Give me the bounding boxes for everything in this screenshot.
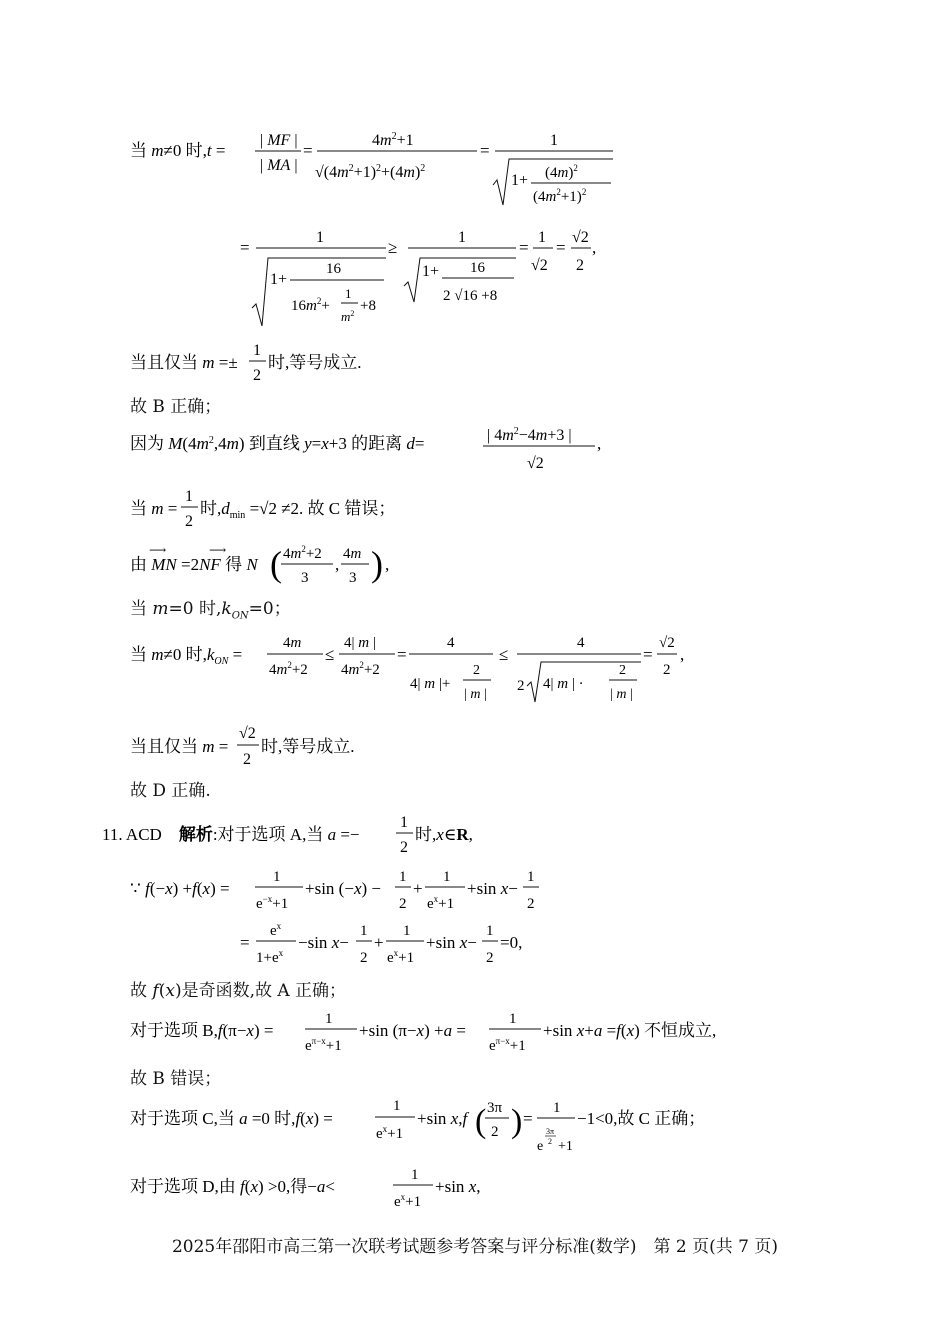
svg-text:2: 2: [517, 678, 525, 694]
svg-text:| MA |: | MA |: [260, 157, 298, 174]
svg-text:3: 3: [349, 570, 357, 586]
svg-text:eπ−x+1: $e^{\pi-x}+1$: [489, 1036, 526, 1054]
svg-text:=: =: [523, 1109, 533, 1128]
svg-text:e−x+1: $e^{-x}+1$: [256, 894, 289, 912]
svg-text:2: 2: [185, 513, 193, 530]
svg-text:+sin x,: +sin x,: [435, 1177, 481, 1196]
svg-text:=: =: [643, 645, 653, 664]
svg-text:1: 1: [527, 869, 535, 885]
svg-text:−sin x−: −sin x−: [298, 933, 349, 952]
svg-text:(4m2+1)2: $(4m^2+1)^2$: [533, 187, 587, 205]
distance-formula: [125, 420, 625, 478]
svg-text:+: +: [374, 933, 384, 952]
svg-text:2: 2: [360, 950, 368, 966]
svg-text:2 √16 +8: 2 √16 +8: [443, 288, 498, 304]
svg-text:ex+1: $e^x+1$: [394, 1192, 422, 1210]
svg-text:时,等号成立.: 时,等号成立.: [261, 737, 355, 756]
svg-text:1: 1: [553, 1100, 561, 1116]
svg-text:∵ f(−x) +f(x) =: ∵ f(−x) +f(x) =: [130, 879, 230, 898]
svg-text:1: 1: [400, 814, 408, 831]
svg-text:(: (: [475, 1103, 487, 1140]
svg-text:≥: ≥: [388, 238, 398, 257]
svg-text:+sin (π−x) +a =: +sin (π−x) +a =: [359, 1021, 466, 1040]
svg-text:16: 16: [326, 261, 341, 277]
svg-text:1: 1: [509, 1011, 517, 1027]
svg-text:4m2+2: $4m^2+2$: [269, 660, 308, 678]
svg-text:=: =: [240, 933, 250, 952]
svg-text:2: 2: [400, 839, 408, 856]
svg-text:,: ,: [385, 555, 390, 574]
svg-text:| m |: | m |: [464, 687, 487, 702]
svg-text:=: =: [397, 645, 407, 664]
svg-text:+sin x−: +sin x−: [426, 933, 477, 952]
svg-text:(4m)2: $(4m)^2$: [545, 163, 578, 181]
svg-text:2: 2: [243, 751, 251, 768]
svg-text:因为 M(4m2,4m) 到直线 y=x+3 的距离 d=: 因为 $M(4m^2,4m)$ 到直线 y=x+3 的距离 d=: [130, 434, 425, 453]
svg-text:16m2+: $16m^2+$: [291, 296, 330, 314]
svg-text:): ): [511, 1103, 523, 1140]
q11-header: [100, 812, 520, 864]
svg-text:,: ,: [680, 645, 685, 664]
svg-text:=: =: [303, 141, 313, 160]
svg-text:2: 2: [399, 896, 407, 912]
svg-text:2: 2: [473, 663, 480, 678]
svg-text:1: 1: [443, 869, 451, 885]
equality-condition-1: [125, 340, 425, 390]
svg-text:4| m |: 4| m |: [344, 635, 376, 651]
svg-text:4m2+2: $4m^2+2$: [283, 544, 322, 562]
svg-text:1: 1: [393, 1098, 401, 1114]
page-footer: 2025年邵阳市高三第一次联考试题参考答案与评分标准(数学) 第 2 页(共 7 页): [171, 1237, 779, 1257]
svg-text:2: 2: [253, 367, 261, 384]
svg-text:m2: $m^2$: [341, 309, 355, 324]
svg-text:2: 2: [548, 1137, 552, 1146]
svg-text:当 m =: 当 m =: [130, 499, 178, 518]
svg-text:=: =: [519, 238, 529, 257]
svg-text:| m |: | m |: [610, 687, 633, 702]
kon-inequality: [125, 630, 705, 710]
option-b-line: [125, 1008, 765, 1060]
svg-text:+sin x,f: +sin x,f: [417, 1109, 468, 1128]
svg-text:4| m | ·: 4| m | ·: [543, 676, 584, 692]
svg-text:2: 2: [576, 257, 584, 274]
svg-text:当 m≠0 时,t =: 当 m≠0 时,t =: [130, 141, 226, 160]
svg-text:1: 1: [360, 923, 368, 939]
svg-text:√2: √2: [527, 455, 544, 472]
svg-text:1: 1: [345, 286, 352, 301]
svg-text:(: (: [270, 544, 282, 584]
svg-text:+sin (−x) −: +sin (−x) −: [305, 879, 381, 898]
svg-text:1: 1: [325, 1011, 333, 1027]
svg-text:4: 4: [577, 635, 585, 651]
svg-text:4: 4: [447, 635, 455, 651]
svg-text:1+: 1+: [511, 172, 529, 189]
svg-text:ex+1: $e^x+1$: [376, 1124, 404, 1142]
svg-text:2: 2: [491, 1124, 499, 1140]
svg-text:eπ−x+1: $e^{\pi-x}+1$: [305, 1036, 342, 1054]
svg-text:2: 2: [486, 950, 494, 966]
svg-text:): ): [371, 544, 383, 584]
svg-text:⟶: ⟶: [209, 543, 227, 557]
svg-text:ex: $e^x$: [270, 921, 282, 939]
svg-text:ex+1: $e^x+1$: [387, 948, 415, 966]
svg-text:1: 1: [458, 229, 466, 246]
conclusion-a-correct: 故 f(x)是奇函数,故 A 正确；: [130, 981, 347, 1001]
svg-text:1+: 1+: [422, 263, 440, 280]
svg-text:由 MN =2NF 得 N: 由 MN =2NF 得 N: [130, 555, 258, 574]
point-n-formula: [125, 540, 465, 590]
svg-text:2: 2: [619, 663, 626, 678]
svg-text:ex+1: $e^x+1$: [427, 894, 455, 912]
svg-text:=0,: =0,: [500, 933, 523, 952]
svg-text:≤: ≤: [325, 645, 335, 664]
svg-text:+8: +8: [360, 298, 376, 314]
svg-text:时,等号成立.: 时,等号成立.: [268, 353, 362, 372]
svg-text:1+ex: $1+e^x$: [256, 948, 284, 966]
svg-text:+1: +1: [558, 1139, 573, 1154]
svg-text:4m2+2: $4m^2+2$: [341, 660, 380, 678]
svg-text:3π: 3π: [546, 1127, 555, 1136]
svg-text:+: +: [413, 879, 423, 898]
conclusion-b-correct: 故 B 正确；: [130, 397, 222, 417]
svg-text:1: 1: [411, 1167, 419, 1183]
svg-text:| 4m2−4m+3 |: | $4m^2-4m+3$ |: [487, 426, 572, 444]
svg-text:=: =: [556, 238, 566, 257]
svg-text:,: ,: [335, 555, 340, 574]
equality-condition-2: [125, 720, 425, 772]
svg-text:√2: √2: [659, 635, 675, 651]
svg-text:√2: √2: [239, 725, 256, 742]
dmin-line: [125, 486, 465, 536]
svg-text:2: 2: [527, 896, 535, 912]
svg-text:对于选项 D,由 f(x) >0,得−a<: 对于选项 D,由 f(x) >0,得−a<: [130, 1177, 335, 1196]
svg-text:16: 16: [470, 260, 485, 276]
conclusion-b-wrong: 故 B 错误；: [130, 1069, 222, 1089]
svg-text:≤: ≤: [499, 645, 509, 664]
svg-text:1: 1: [185, 488, 193, 505]
svg-text:时,x∈R,: 时,x∈R,: [415, 825, 473, 844]
svg-text:4| m |+: 4| m |+: [410, 676, 451, 692]
svg-text:对于选项 C,当 a =0 时,f(x) =: 对于选项 C,当 a =0 时,f(x) =: [130, 1109, 333, 1128]
svg-text:11. ACD 解析:对于选项 A,当 a =−: 11. ACD 解析:对于选项 A,当 a =−: [102, 825, 360, 844]
svg-text:,: ,: [597, 434, 602, 453]
svg-text:+sin x+a =f(x) 不恒成立,: +sin x+a =f(x) 不恒成立,: [543, 1021, 717, 1040]
svg-text:当且仅当 m =: 当且仅当 m =: [130, 737, 229, 756]
svg-text:3: 3: [301, 570, 309, 586]
svg-text:1: 1: [273, 869, 281, 885]
svg-text:4m: 4m: [283, 635, 302, 651]
svg-text:3π: 3π: [487, 1100, 503, 1116]
option-d-line: [125, 1164, 545, 1216]
f-sum-line-1: [125, 866, 565, 918]
svg-text:1: 1: [253, 342, 261, 359]
svg-text:=: =: [480, 141, 490, 160]
svg-text:当且仅当 m =±: 当且仅当 m =±: [130, 353, 238, 372]
svg-text:e: e: [537, 1139, 544, 1154]
svg-text:1: 1: [399, 869, 407, 885]
svg-text:| MF |: | MF |: [260, 132, 298, 149]
f-sum-line-2: [238, 920, 558, 972]
svg-text:⟶: ⟶: [149, 543, 167, 557]
svg-text:1: 1: [316, 229, 324, 246]
svg-text:1: 1: [486, 923, 494, 939]
svg-text:√(4m2+1)2+(4m)2: $√(4m^2+1)^2+(4m)^2$: [315, 163, 426, 181]
kon-zero: 当 m=0 时$,k_{ON}=0$；: [130, 599, 291, 622]
svg-text:1: 1: [550, 132, 558, 149]
option-c-line: [125, 1094, 745, 1160]
svg-text:对于选项 B,f(π−x) =: 对于选项 B,f(π−x) =: [130, 1021, 274, 1040]
svg-text:2: 2: [663, 662, 671, 678]
svg-text:1: 1: [403, 923, 411, 939]
formula-t-ratio: [125, 125, 625, 215]
svg-text:+sin x−: +sin x−: [467, 879, 518, 898]
svg-text:4m: 4m: [343, 546, 362, 562]
svg-text:√2: √2: [572, 229, 589, 246]
svg-text:,: ,: [592, 238, 597, 257]
svg-text:4m2+1: $4m^2+1$: [372, 131, 414, 149]
svg-text:1+: 1+: [270, 271, 288, 288]
svg-text:当 m≠0 时,kON =: 当 m≠0 时$,k_{ON}$ =: [130, 645, 243, 667]
svg-text:=: =: [240, 238, 250, 257]
svg-text:1: 1: [538, 229, 546, 246]
svg-text:√2: √2: [531, 257, 548, 274]
formula-inequality-chain: [238, 220, 618, 335]
svg-text:−1<0,故 C 正确；: −1<0,故 C 正确；: [577, 1109, 706, 1128]
svg-text:时,dmin =√2 ≠2. 故 C 错误；: 时$,d_{min} =√2 \ne 2$. 故 C 错误；: [200, 499, 396, 521]
conclusion-d-correct: 故 D 正确.: [130, 781, 211, 801]
